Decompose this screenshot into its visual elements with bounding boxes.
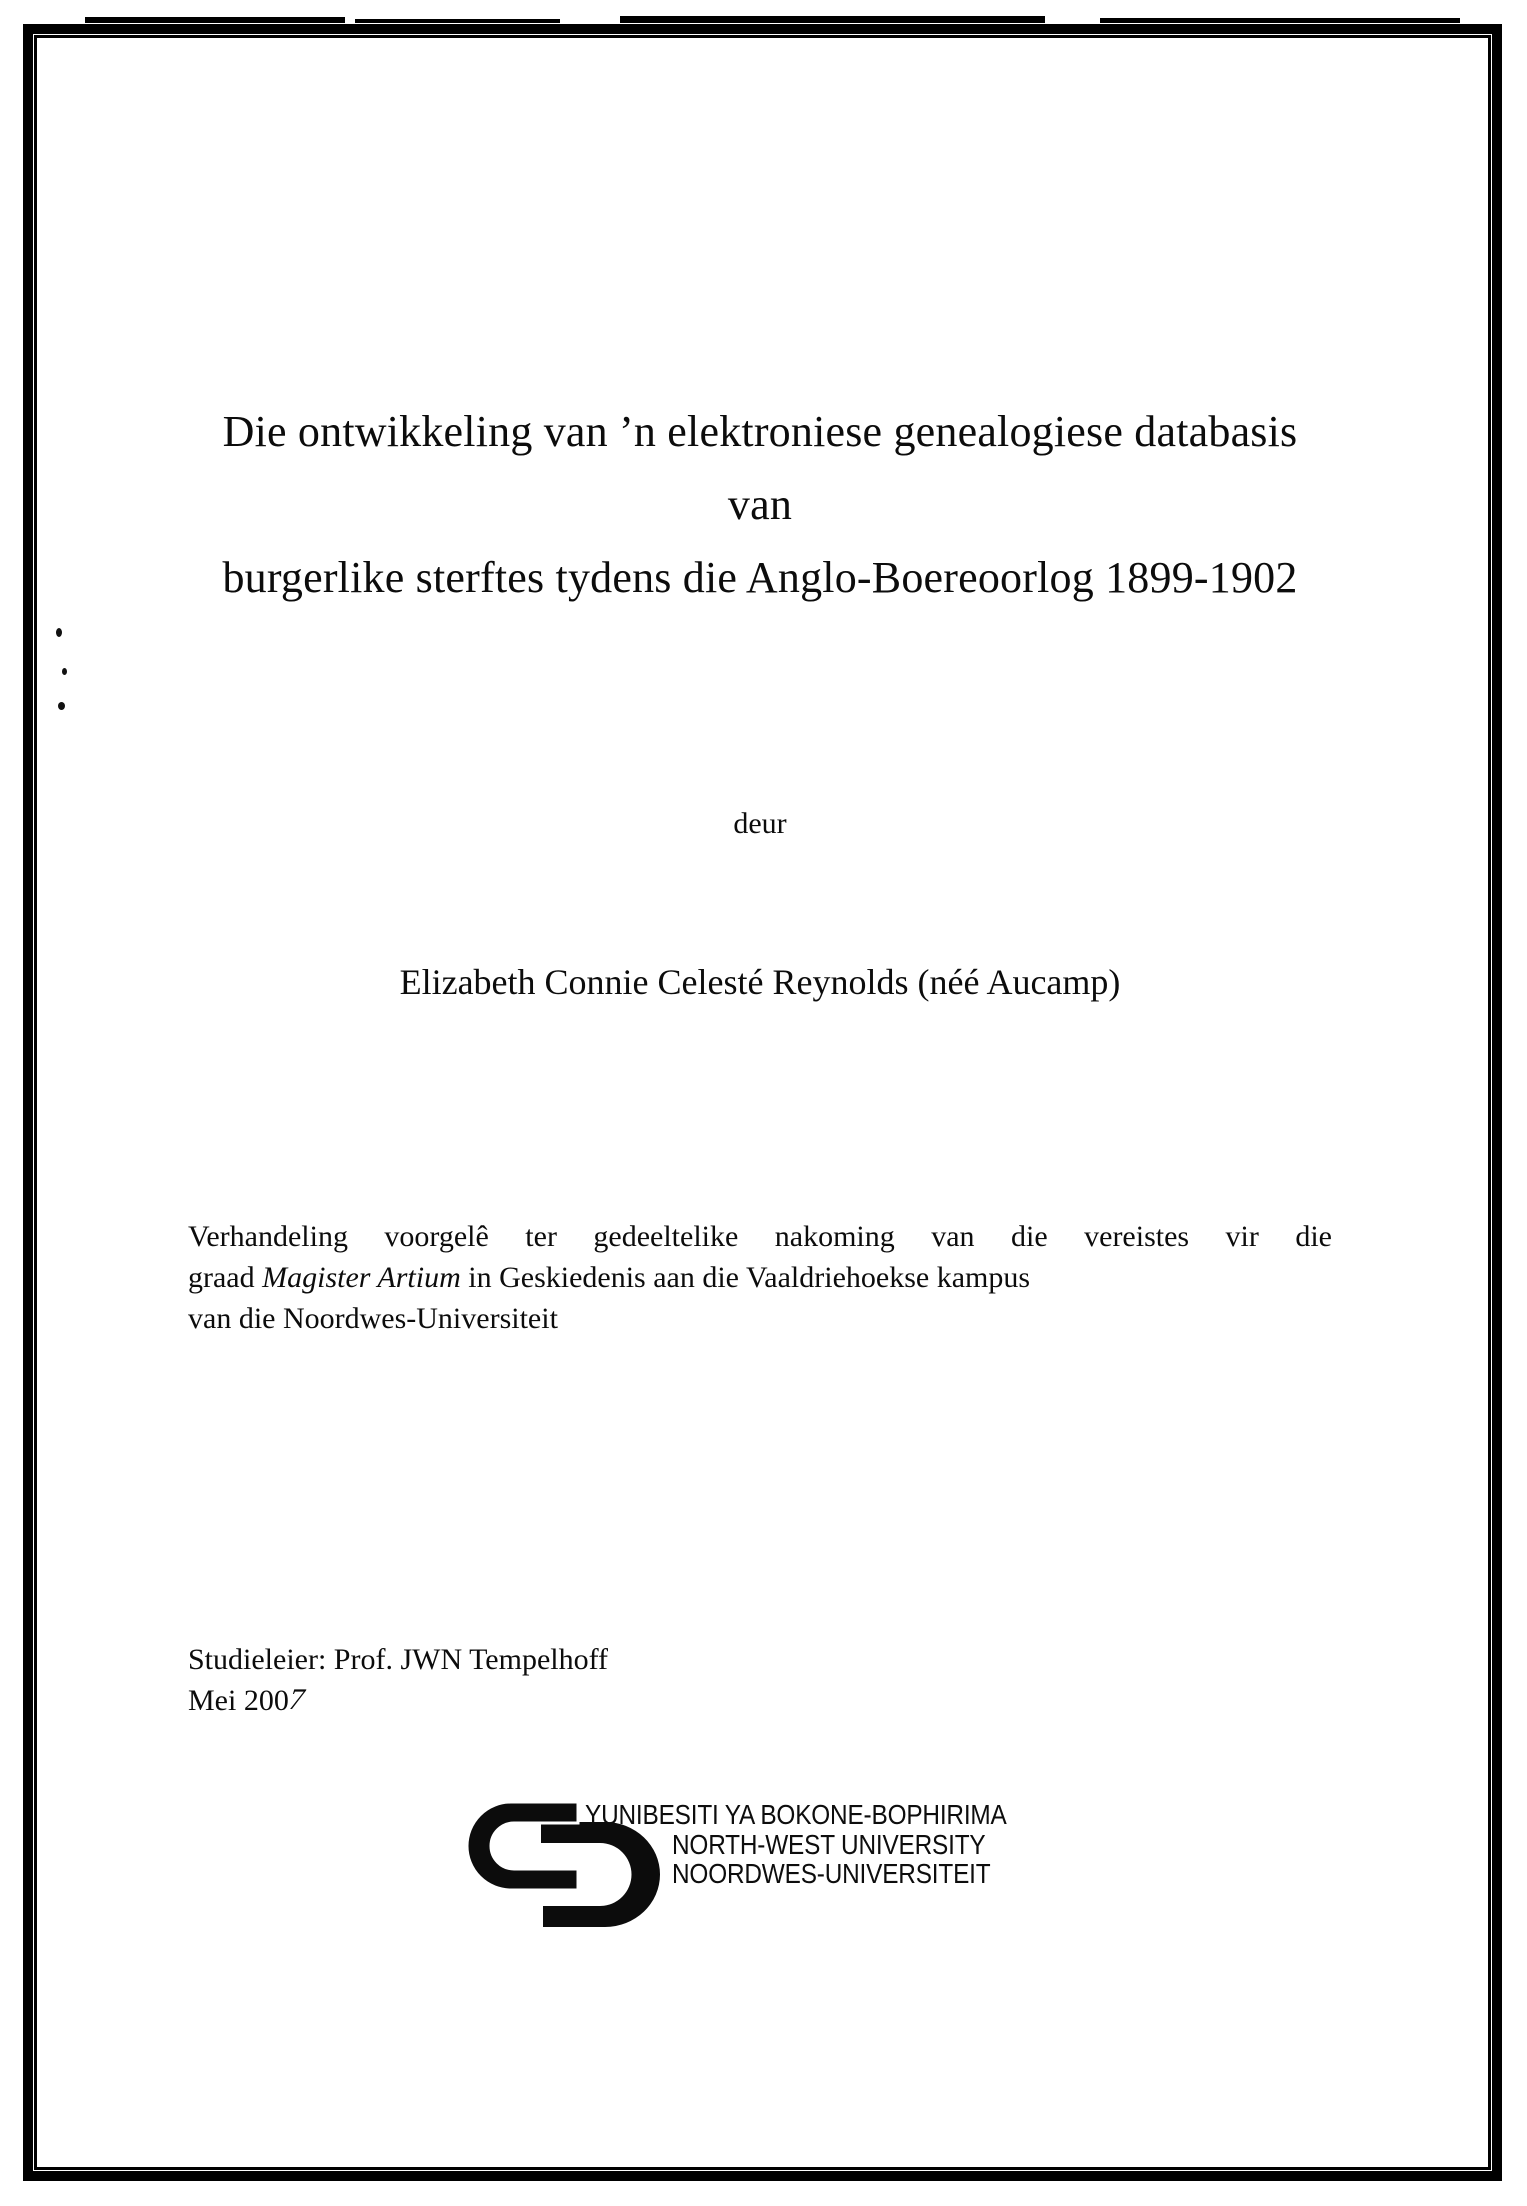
university-name-english: NORTH-WEST UNIVERSITY: [672, 1828, 986, 1860]
university-name-afrikaans: NOORDWES-UNIVERSITEIT: [672, 1858, 991, 1889]
declaration-line3: van die Noordwes-Universiteit: [188, 1302, 558, 1335]
thesis-title-line1: Die ontwikkeling van ’n elektroniese genealogiese databasis van: [222, 407, 1298, 529]
date-line: [188, 1680, 1088, 1721]
university-logo-text: [585, 1800, 1070, 1889]
byline-deur: deur: [733, 807, 787, 840]
declaration-line2-after: in Geskiedenis aan die Vaaldriehoekse kampus: [460, 1261, 1031, 1294]
university-name-setswana: YUNIBESITI YA BOKONE-BOPHIRIMA: [585, 1799, 1007, 1830]
date-last-digit: 7: [284, 1683, 309, 1716]
degree-declaration: [188, 1216, 1332, 1339]
degree-name: Magister Artium: [262, 1261, 461, 1294]
declaration-line2: [188, 1257, 1332, 1298]
supervisor-and-date: [188, 1639, 1088, 1721]
thesis-title-line2: burgerlike sterftes tydens die Anglo-Boereoorlog 1899-1902: [222, 553, 1298, 602]
date-prefix: Mei 200: [188, 1684, 289, 1717]
thesis-title: [188, 395, 1332, 614]
declaration-line2-before: graad: [188, 1261, 263, 1294]
author-name: Elizabeth Connie Celesté Reynolds (néé Aucamp): [399, 962, 1121, 1002]
declaration-line1: Verhandeling voorgelê ter gedeeltelike nakoming van die vereistes vir die: [188, 1220, 1332, 1253]
supervisor-line: Studieleier: Prof. JWN Tempelhoff: [188, 1643, 609, 1676]
